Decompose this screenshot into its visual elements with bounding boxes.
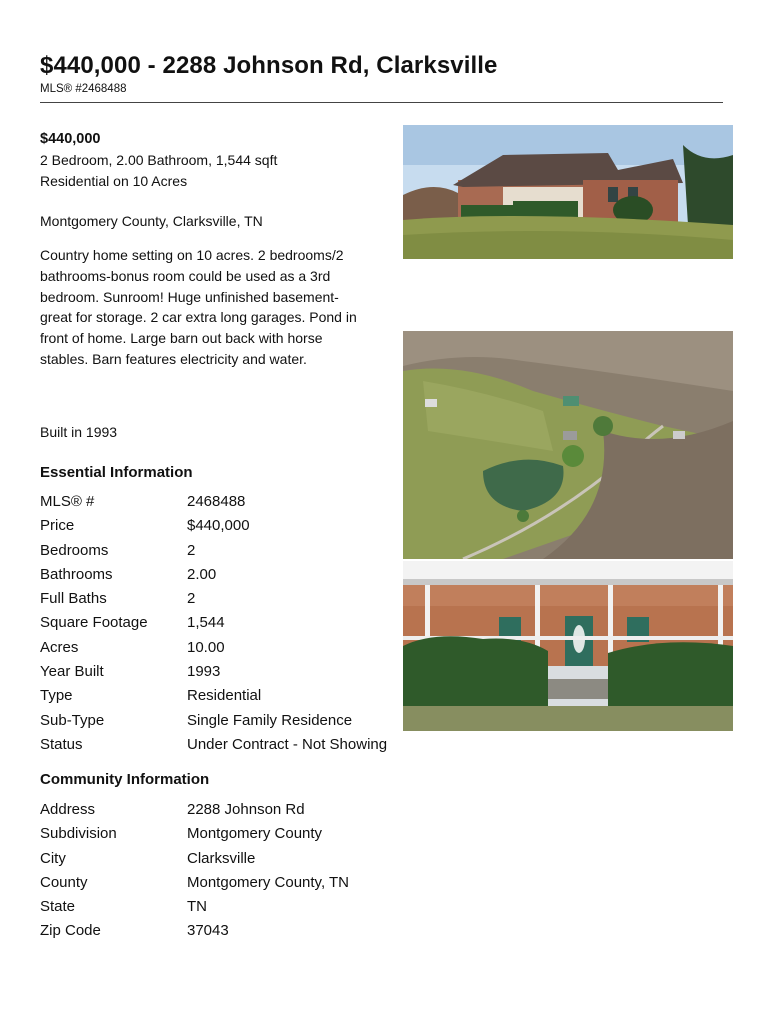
community-info-row	[40, 801, 440, 825]
listing-title: $440,000 - 2288 Johnson Rd, Clarksville	[40, 52, 498, 79]
essential-info-value: Single Family Residence	[187, 711, 353, 729]
essential-info-row	[40, 590, 440, 614]
header-divider	[40, 102, 723, 103]
community-info-list	[40, 801, 440, 947]
essential-info-row	[40, 542, 440, 566]
essential-info-label: Type	[40, 687, 73, 705]
essential-info-row	[40, 493, 440, 517]
built-year-line: Built in 1993	[40, 424, 118, 440]
essential-info-value: 2	[187, 541, 196, 559]
front-porch-photo[interactable]	[403, 561, 733, 731]
essential-info-value: $440,000	[187, 517, 250, 535]
essential-info-label: Full Baths	[40, 590, 107, 608]
community-info-label: Subdivision	[40, 825, 117, 843]
essential-info-row	[40, 687, 440, 711]
essential-info-label: Bathrooms	[40, 565, 113, 583]
community-info-value: 37043	[187, 922, 229, 940]
essential-info-row	[40, 566, 440, 590]
summary-type: Residential on 10 Acres	[40, 173, 188, 189]
essential-info-label: Price	[40, 517, 75, 535]
essential-info-row	[40, 639, 440, 663]
community-info-label: City	[40, 849, 66, 867]
essential-info-row	[40, 663, 440, 687]
essential-info-value: Residential	[187, 687, 262, 705]
essential-info-label: Status	[40, 735, 83, 753]
community-info-value: Clarksville	[187, 849, 256, 867]
listing-description: Country home setting on 10 acres. 2 bedrooms/2 bathrooms-bonus room could be used as a 3rd bedroom. Sunroom! Huge unfinished basement-great for storage. 2 car extra long garages. Pond in front of home. Large barn out back with horse stables. Barn features electricity and water.	[40, 247, 357, 367]
summary-price: $440,000	[40, 131, 101, 147]
community-info-row	[40, 850, 440, 874]
mls-subtitle: MLS® #2468488	[40, 83, 127, 95]
essential-info-list	[40, 493, 440, 760]
essential-info-label: Bedrooms	[40, 541, 109, 559]
community-info-row	[40, 825, 440, 849]
essential-info-value: 2	[187, 590, 196, 608]
community-info-label: County	[40, 873, 88, 891]
community-info-heading: Community Information	[40, 771, 210, 788]
community-info-row	[40, 898, 440, 922]
community-info-row	[40, 922, 440, 946]
essential-info-value: 2468488	[187, 493, 246, 510]
community-info-value: TN	[187, 898, 207, 916]
essential-info-row	[40, 517, 440, 541]
essential-info-row	[40, 712, 440, 736]
community-info-label: Zip Code	[40, 922, 101, 940]
community-info-value: Montgomery County, TN	[187, 873, 350, 891]
essential-info-value: 10.00	[187, 638, 225, 656]
essential-info-heading: Essential Information	[40, 464, 193, 481]
house-exterior-photo[interactable]	[403, 125, 733, 259]
summary-location: Montgomery County, Clarksville, TN	[40, 213, 263, 229]
community-info-label: State	[40, 898, 76, 916]
essential-info-row	[40, 614, 440, 638]
essential-info-value: Under Contract - Not Showing	[187, 735, 388, 753]
community-info-value: 2288 Johnson Rd	[187, 801, 305, 818]
community-info-value: Montgomery County	[187, 825, 323, 843]
essential-info-label: Sub-Type	[40, 711, 105, 729]
essential-info-row	[40, 736, 440, 760]
community-info-row	[40, 874, 440, 898]
community-info-label: Address	[40, 801, 96, 818]
essential-info-label: Acres	[40, 638, 79, 656]
essential-info-label: MLS® #	[40, 493, 95, 510]
aerial-property-photo[interactable]	[403, 331, 733, 559]
essential-info-label: Square Footage	[40, 614, 148, 632]
essential-info-value: 1993	[187, 663, 221, 681]
essential-info-value: 1,544	[187, 614, 225, 632]
summary-rooms: 2 Bedroom, 2.00 Bathroom, 1,544 sqft	[40, 152, 278, 168]
essential-info-label: Year Built	[40, 663, 104, 681]
essential-info-value: 2.00	[187, 565, 217, 583]
